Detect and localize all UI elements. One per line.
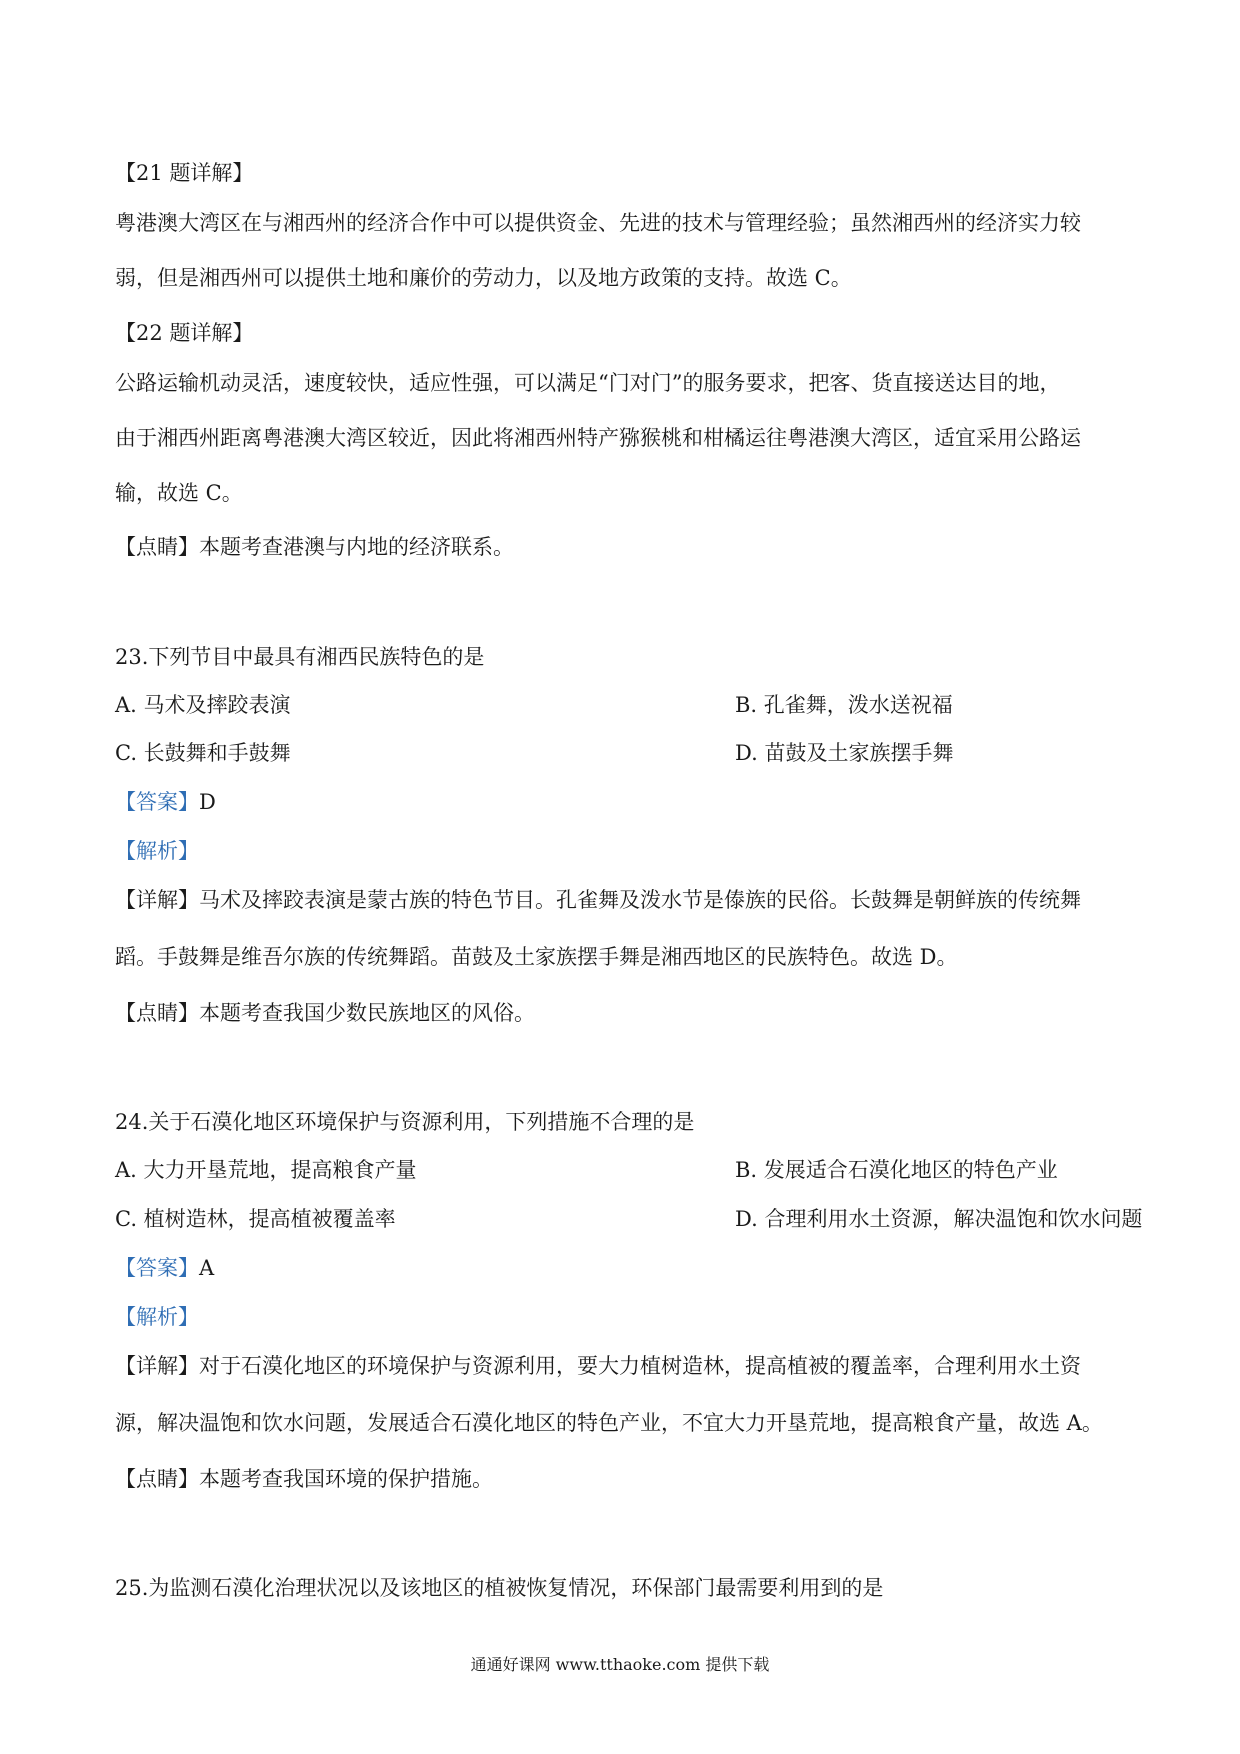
q24-option-d: D. 合理利用水土资源，解决温饱和饮水问题 xyxy=(735,1207,1143,1231)
q23-detail-line-1: 【详解】马术及摔跤表演是蒙古族的特色节目。孔雀舞及泼水节是傣族的民俗。长鼓舞是朝鲜族的传统舞 xyxy=(115,888,1081,912)
q24-answer-value: A xyxy=(199,1256,215,1280)
q24-answer xyxy=(115,1253,1132,1283)
sec22-line-2: 由于湘西州距离粤港澳大湾区较近，因此将湘西州特产猕猴桃和柑橘运往粤港澳大湾区，适宜采用公路运 xyxy=(115,426,1081,450)
q23-comment: 【点睛】本题考查我国少数民族地区的风俗。 xyxy=(115,1001,535,1025)
q23-analysis-label: 【解析】 xyxy=(115,839,199,863)
q23-option-a: A. 马术及摔跤表演 xyxy=(115,693,291,717)
q23-options-row-1 xyxy=(115,690,1132,720)
q24-detail-line-2: 源，解决温饱和饮水问题，发展适合石漠化地区的特色产业，不宜大力开垦荒地，提高粮食产量，故选 A。 xyxy=(115,1411,1103,1435)
sec22-heading: 【22 题详解】 xyxy=(115,321,254,345)
q23-answer xyxy=(115,787,1132,817)
q24-answer-label: 【答案】 xyxy=(115,1256,199,1280)
q24-comment: 【点睛】本题考查我国环境的保护措施。 xyxy=(115,1467,493,1491)
sec21-heading: 【21 题详解】 xyxy=(115,161,254,185)
sec22-line-3: 输，故选 C。 xyxy=(115,481,243,505)
sec21-line-1: 粤港澳大湾区在与湘西州的经济合作中可以提供资金、先进的技术与管理经验；虽然湘西州的经济实力较 xyxy=(115,211,1081,235)
q23-option-c: C. 长鼓舞和手鼓舞 xyxy=(115,741,291,765)
q25-question: 25.为监测石漠化治理状况以及该地区的植被恢复情况，环保部门最需要利用到的是 xyxy=(115,1576,884,1600)
q24-detail-line-1: 【详解】对于石漠化地区的环境保护与资源利用，要大力植树造林，提高植被的覆盖率，合理利用水土资 xyxy=(115,1354,1081,1378)
q24-option-b: B. 发展适合石漠化地区的特色产业 xyxy=(735,1158,1058,1182)
q23-option-b: B. 孔雀舞，泼水送祝福 xyxy=(735,693,953,717)
q24-analysis-label: 【解析】 xyxy=(115,1305,199,1329)
q24-question: 24.关于石漠化地区环境保护与资源利用，下列措施不合理的是 xyxy=(115,1110,695,1134)
sec21-line-2: 弱，但是湘西州可以提供土地和廉价的劳动力，以及地方政策的支持。故选 C。 xyxy=(115,266,852,290)
q23-options-row-2 xyxy=(115,738,1132,768)
q23-answer-value: D xyxy=(199,790,216,814)
q24-option-a: A. 大力开垦荒地，提高粮食产量 xyxy=(115,1158,417,1182)
q24-option-c: C. 植树造林，提高植被覆盖率 xyxy=(115,1207,396,1231)
q23-option-d: D. 苗鼓及土家族摆手舞 xyxy=(735,741,954,765)
q24-options-row-2 xyxy=(115,1204,1143,1234)
q23-detail-line-2: 蹈。手鼓舞是维吾尔族的传统舞蹈。苗鼓及土家族摆手舞是湘西地区的民族特色。故选 D。 xyxy=(115,945,958,969)
q23-question: 23.下列节目中最具有湘西民族特色的是 xyxy=(115,645,485,669)
q24-options-row-1 xyxy=(115,1155,1132,1185)
sec22-comment: 【点睛】本题考查港澳与内地的经济联系。 xyxy=(115,535,514,559)
q23-answer-label: 【答案】 xyxy=(115,790,199,814)
sec22-line-1: 公路运输机动灵活，速度较快，适应性强，可以满足“门对门”的服务要求，把客、货直接送达目的地， xyxy=(115,371,1061,395)
page-footer: 通通好课网 www.tthaoke.com 提供下载 xyxy=(470,1655,770,1674)
